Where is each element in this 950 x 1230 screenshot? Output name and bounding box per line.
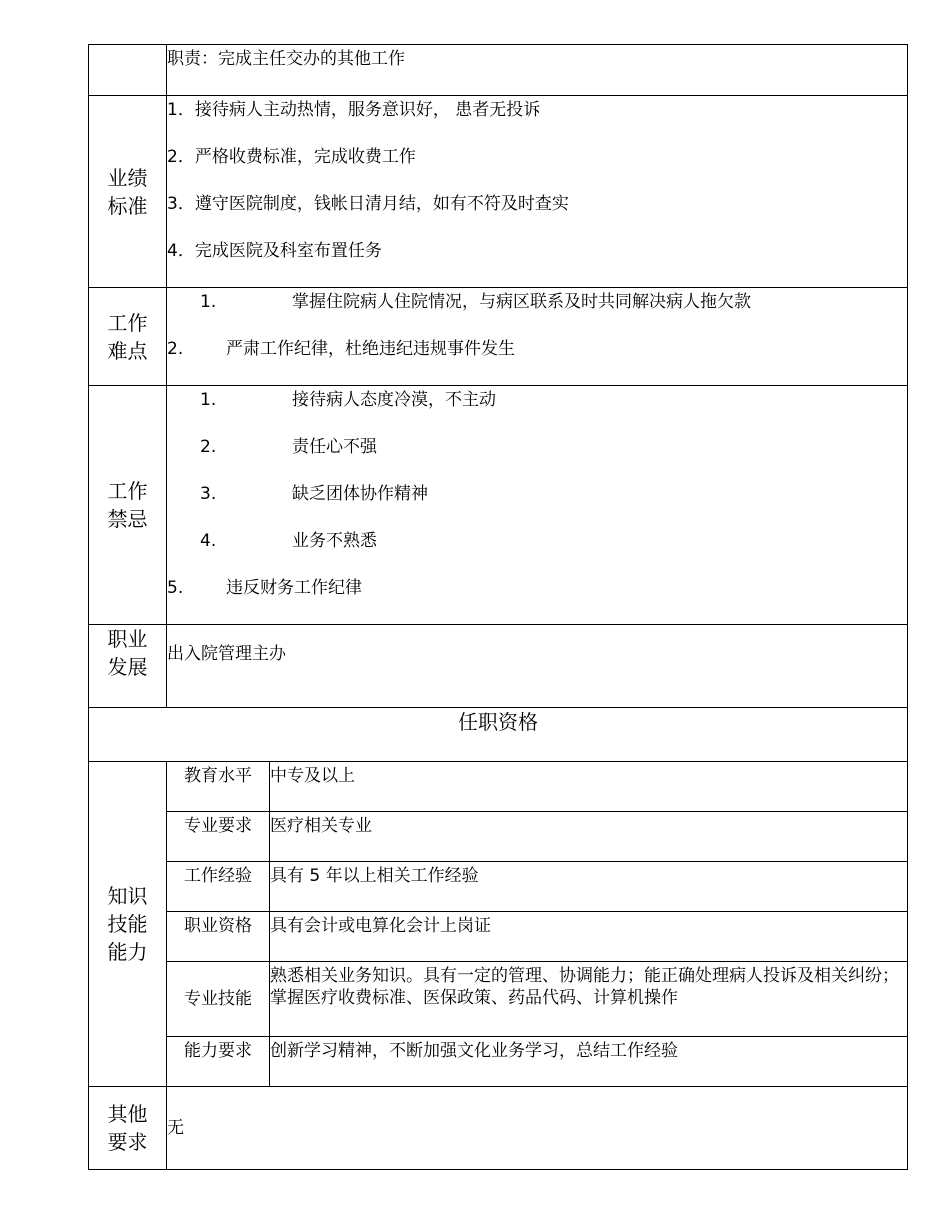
- qualification-value: 具有会计或电算化会计上岗证: [270, 912, 908, 962]
- table-row: [89, 1037, 908, 1087]
- duty-label-cell: [89, 45, 167, 96]
- qualification-value: 创新学习精神，不断加强文化业务学习，总结工作经验: [270, 1037, 908, 1087]
- performance-content: [167, 96, 908, 288]
- item-number: 3.: [200, 484, 217, 504]
- list-item: [167, 291, 907, 338]
- qualifications-title: 任职资格: [89, 708, 908, 762]
- list-item: [167, 577, 907, 624]
- item-number: 1.: [200, 390, 217, 410]
- list-item: [167, 193, 907, 240]
- item-number: 1．: [167, 100, 195, 120]
- qualifications-title-row: [89, 708, 908, 762]
- qualification-value: 医疗相关专业: [270, 812, 908, 862]
- item-number: 2．: [167, 147, 195, 167]
- qualification-label: 职业资格: [167, 912, 270, 962]
- list-item: [167, 436, 907, 483]
- item-text: 完成医院及科室布置任务: [194, 241, 382, 261]
- difficulty-row: [89, 288, 908, 386]
- item-text: 严格收费标准，完成收费工作: [194, 147, 416, 167]
- item-number: 2.: [200, 437, 217, 457]
- list-item: [167, 99, 907, 146]
- duty-row: [89, 45, 908, 96]
- qualification-label: 工作经验: [167, 862, 270, 912]
- career-label: [89, 625, 167, 708]
- taboo-content: [167, 386, 908, 625]
- career-text: 出入院管理主办: [167, 625, 908, 708]
- other-text: 无: [167, 1087, 908, 1170]
- table-row: [89, 862, 908, 912]
- other-label-text: 其他要求: [107, 1102, 148, 1154]
- difficulty-label: [89, 288, 167, 386]
- list-item: [167, 483, 907, 530]
- list-item: [167, 146, 907, 193]
- qualification-label: 专业技能: [167, 962, 270, 1037]
- item-number: 4.: [200, 531, 217, 551]
- performance-row: [89, 96, 908, 288]
- qualification-value: 具有 5 年以上相关工作经验: [270, 862, 908, 912]
- table-row: [89, 912, 908, 962]
- qualification-label: 专业要求: [167, 812, 270, 862]
- item-text: 缺乏团体协作精神: [292, 484, 428, 504]
- item-text: 严肃工作纪律，杜绝违纪违规事件发生: [226, 339, 515, 359]
- item-number: 4．: [167, 241, 195, 261]
- item-number: 5.: [167, 578, 184, 598]
- duty-text: 职责：完成主任交办的其他工作: [167, 45, 908, 96]
- item-text: 责任心不强: [292, 437, 377, 457]
- other-label: [89, 1087, 167, 1170]
- career-row: [89, 625, 908, 708]
- performance-label: [89, 96, 167, 288]
- table-row: [89, 762, 908, 812]
- table-row: [89, 962, 908, 1037]
- other-row: [89, 1087, 908, 1170]
- item-text: 掌握住院病人住院情况，与病区联系及时共同解决病人拖欠款: [292, 292, 751, 312]
- item-text: 接待病人主动热情，服务意识好， 患者无投诉: [194, 100, 541, 120]
- job-description-page: [88, 44, 907, 1170]
- qualifications-group-label-text: 知识技能能力: [107, 884, 148, 964]
- table-row: [89, 812, 908, 862]
- item-number: 2.: [167, 339, 184, 359]
- difficulty-content: [167, 288, 908, 386]
- item-text: 违反财务工作纪律: [226, 578, 362, 598]
- item-text: 遵守医院制度，钱帐日清月结，如有不符及时查实: [194, 194, 569, 214]
- taboo-row: [89, 386, 908, 625]
- item-text: 业务不熟悉: [292, 531, 377, 551]
- taboo-label-text: 工作禁忌: [107, 479, 148, 531]
- job-description-table: [88, 44, 908, 1170]
- qualification-label: 能力要求: [167, 1037, 270, 1087]
- difficulty-label-text: 工作难点: [107, 310, 148, 363]
- career-label-text: 职业发展: [107, 627, 148, 679]
- list-item: [167, 240, 907, 287]
- qualification-label: 教育水平: [167, 762, 270, 812]
- list-item: [167, 389, 907, 436]
- qualification-value: 中专及以上: [270, 762, 908, 812]
- list-item: [167, 530, 907, 577]
- taboo-label: [89, 386, 167, 625]
- item-text: 接待病人态度冷漠，不主动: [292, 390, 496, 410]
- qualification-value: 熟悉相关业务知识。具有一定的管理、协调能力；能正确处理病人投诉及相关纠纷；掌握医疗收费标准、医保政策、药品代码、计算机操作: [270, 962, 908, 1037]
- qualifications-group-label: [89, 762, 167, 1087]
- item-number: 3．: [167, 194, 195, 214]
- list-item: [167, 338, 907, 385]
- item-number: 1.: [200, 292, 217, 312]
- performance-label-text: 业绩标准: [107, 165, 148, 218]
